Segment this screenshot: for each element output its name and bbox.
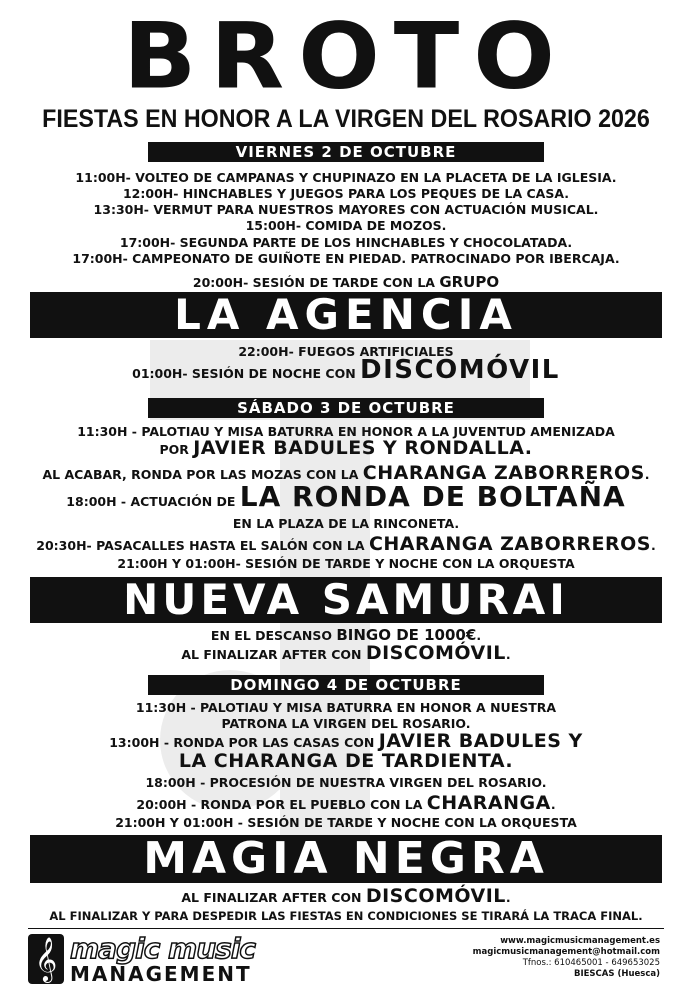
line-text: . [505,890,511,905]
logo-subtitle: MANAGEMENT [70,962,252,986]
line-text: 13:00H - RONDA POR LAS CASAS CON [109,735,379,750]
line-text: 18:00H - ACTUACIÓN DE [66,494,240,509]
schedule-line: 21:00H Y 01:00H - SESIÓN DE TARDE Y NOCHE CON LA ORQUESTA [115,815,577,830]
footer-divider [28,928,664,929]
schedule-line: 17:00H- SEGUNDA PARTE DE LOS HINCHABLES Y CHOCOLATADA. [119,235,573,250]
highlight-text: DISCOMÓVIL [365,642,506,664]
schedule-line: 11:30H - PALOTIAU Y MISA BATURRA EN HONOR A LA JUVENTUD AMENIZADA [77,424,615,439]
schedule-line [0,355,692,385]
day-band-sunday: DOMINGO 4 DE OCTUBRE [148,675,544,695]
line-text: 01:00H- SESIÓN DE NOCHE CON [132,366,361,381]
day-band-saturday: SÁBADO 3 DE OCTUBRE [148,398,544,418]
page-subtitle: FIESTAS EN HONOR A LA VIRGEN DEL ROSARIO 2026 [42,105,650,133]
line-text: . [650,538,656,553]
day-band-friday: VIERNES 2 DE OCTUBRE [148,142,544,162]
treble-clef-icon: 𝄞 [28,934,64,984]
schedule-line: 21:00H Y 01:00H- SESIÓN DE TARDE Y NOCHE CON LA ORQUESTA [117,556,575,571]
magic-music-logo [28,934,328,994]
line-text: AL ACABAR, RONDA POR LAS MOZAS CON LA [42,467,363,482]
schedule-line: EN LA PLAZA DE LA RINCONETA. [232,516,460,531]
schedule-line [0,730,692,752]
schedule-line: 18:00H - PROCESIÓN DE NUESTRA VIRGEN DEL ROSARIO. [145,775,547,790]
highlight-text: BINGO DE 1000€ [336,626,477,644]
schedule-line: 22:00H- FUEGOS ARTIFICIALES [238,344,454,359]
line-text: . [505,647,511,662]
line-text: . [644,467,650,482]
line-text: AL FINALIZAR AFTER CON [181,647,366,662]
highlight-text: CHARANGA ZABORREROS [368,533,651,555]
contact-phones: Tfnos.: 610465001 - 649653025 [522,958,660,968]
schedule-line [0,750,692,772]
highlight-text: CHARANGA [426,792,551,814]
contact-location: BIESCAS (Huesca) [573,969,660,979]
schedule-line [0,533,692,555]
schedule-line [0,437,692,459]
page-title: BROTO [123,2,569,110]
contact-email: magicmusicmanagement@hotmail.com [472,947,660,957]
schedule-line: 11:30H - PALOTIAU Y MISA BATURRA EN HONOR A NUESTRA [135,700,557,715]
schedule-line: 12:00H- HINCHABLES Y JUEGOS PARA LOS PEQUES DE LA CASA. [122,186,569,201]
highlight-text: DISCOMÓVIL [365,885,506,907]
schedule-line: AL FINALIZAR Y PARA DESPEDIR LAS FIESTAS EN CONDICIONES SE TIRARÁ LA TRACA FINAL. [49,909,643,923]
highlight-text: JAVIER BADULES Y RONDALLA. [193,437,533,459]
line-text: . [476,628,482,643]
line-text: EN EL DESCANSO [210,628,337,643]
schedule-line: 15:00H- COMIDA DE MOZOS. [245,218,447,233]
highlight-text: CHARANGA ZABORREROS [362,462,645,484]
line-text: . [550,797,556,812]
schedule-line [0,480,692,513]
band-name-magia-negra: MAGIA NEGRA [30,835,662,883]
highlight-text: JAVIER BADULES Y [378,730,583,752]
schedule-line [0,885,692,907]
logo-wordmark: magic music [70,932,256,965]
contact-web: www.magicmusicmanagement.es [500,936,660,946]
schedule-line [0,274,692,291]
schedule-line [0,627,692,644]
schedule-line: PATRONA LA VIRGEN DEL ROSARIO. [221,716,471,731]
schedule-line [0,642,692,664]
band-name-nueva-samurai: NUEVA SAMURAI [30,577,662,623]
highlight-text: DISCOMÓVIL [360,355,560,385]
schedule-line: 13:30H- VERMUT PARA NUESTROS MAYORES CON ACTUACIÓN MUSICAL. [93,202,599,217]
line-text: 20:00H- SESIÓN DE TARDE CON LA [192,275,440,290]
highlight-text: LA CHARANGA DE TARDIENTA. [178,750,514,772]
highlight-text: GRUPO [439,273,500,291]
band-name-la-agencia: LA AGENCIA [30,292,662,338]
line-text: AL FINALIZAR AFTER CON [181,890,366,905]
highlight-text: LA RONDA DE BOLTAÑA [239,480,626,513]
schedule-line: 11:00H- VOLTEO DE CAMPANAS Y CHUPINAZO EN LA PLACETA DE LA IGLESIA. [75,170,617,185]
line-text: 20:00H - RONDA POR EL PUEBLO CON LA [136,797,427,812]
schedule-line: 17:00H- CAMPEONATO DE GUIÑOTE EN PIEDAD. PATROCINADO POR IBERCAJA. [72,251,620,266]
line-text: POR [159,442,194,457]
line-text: 20:30H- PASACALLES HASTA EL SALÓN CON LA [36,538,369,553]
schedule-line [0,792,692,814]
